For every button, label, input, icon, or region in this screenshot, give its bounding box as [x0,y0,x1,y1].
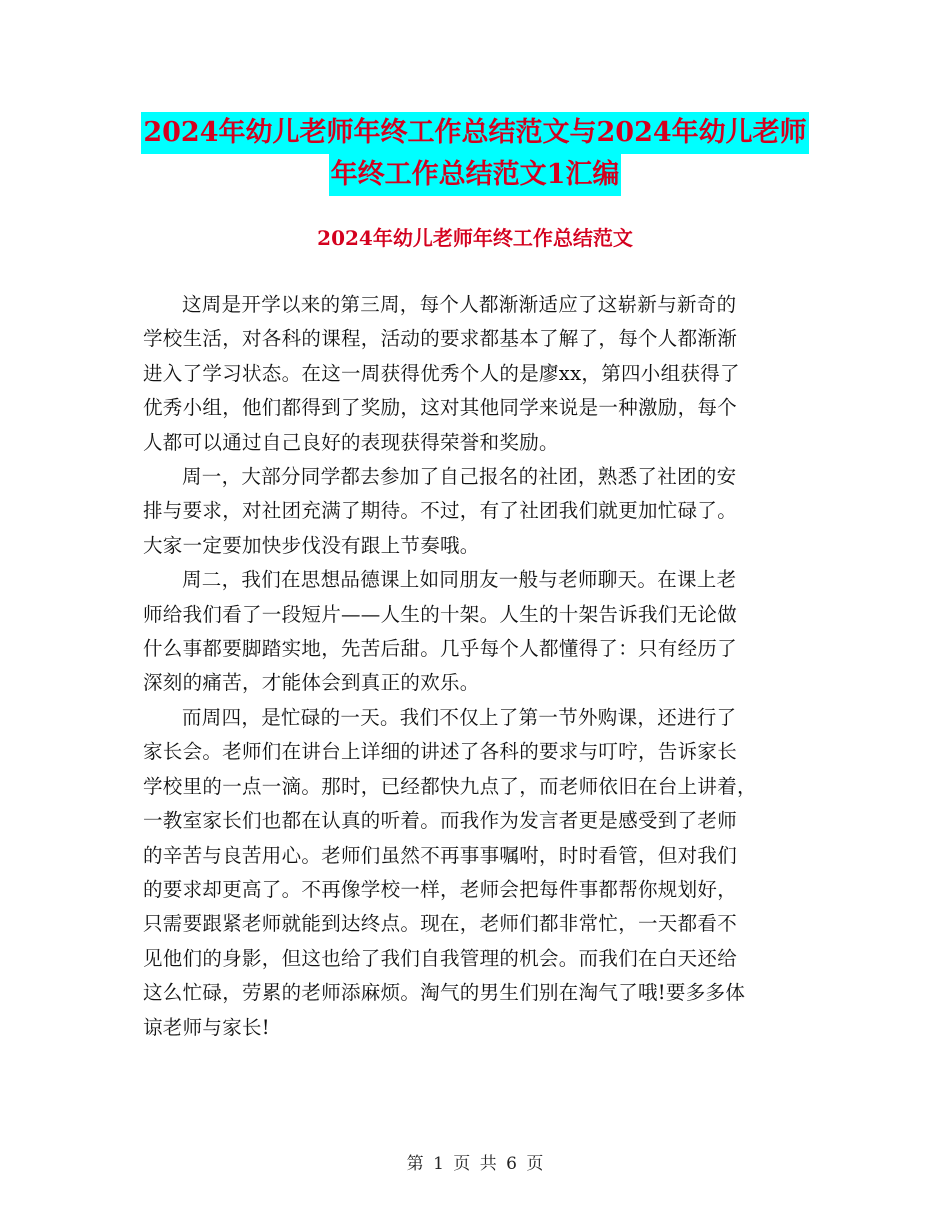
document-title-line-2: 年终工作总结范文1汇编 [329,154,622,196]
document-title-line-1: 2024年幼儿老师年终工作总结范文与2024年幼儿老师 [141,112,808,154]
paragraph-3: 周二，我们在思想品德课上如同朋友一般与老师聊天。在课上老 师给我们看了一段短片——人生的十架。人生的十架告诉我们无论做 什么事都要脚踏实地，先苦后甜。几乎每个人都懂得了：只有经历了 深刻的痛苦，才能体会到真正的欢乐。 [143,568,738,695]
document-body [143,288,807,1045]
paragraph-2: 周一，大部分同学都去参加了自己报名的社团，熟悉了社团的安 排与要求，对社团充满了期待。不过，有了社团我们就更加忙碌了。 大家一定要加快步伐没有跟上节奏哦。 [143,465,738,557]
paragraph-4: 而周四，是忙碌的一天。我们不仅上了第一节外购课，还进行了 家长会。老师们在讲台上详细的讲述了各科的要求与叮咛，告诉家长 学校里的一点一滴。那时，已经都快九点了，而老师依旧在台上讲着， 一教室家长们也都在认真的听着。而我作为发言者更是感受到了老师 的辛苦与良苦用心。老师们虽然不再事事嘱咐，时时看管，但对我们 的要求却更高了。不再像学校一样，老师会把每件事都帮你规划好， 只需要跟紧老师就能到达终点。现在，老师们都非常忙，一天都看不 见他们的身影，但这也给了我们自我管理的机会。而我们在白天还给 这么忙碌，劳累的老师添麻烦。淘气的男生们别在淘气了哦!要多多体 谅老师与家长! [143,705,757,1039]
page-number-footer: 第 1 页 共 6 页 [406,1154,544,1174]
document-title [0,112,950,196]
paragraph-1: 这周是开学以来的第三周，每个人都渐渐适应了这崭新与新奇的 学校生活，对各科的课程，活动的要求都基本了解了，每个人都渐渐 进入了学习状态。在这一周获得优秀个人的是廖xx，第四小组获得了 优秀小组，他们都得到了奖励，这对其他同学来说是一种激励，每个 人都可以通过自己良好的表现获得荣誉和奖励。 [143,293,740,454]
section-title: 2024年幼儿老师年终工作总结范文 [317,226,633,250]
